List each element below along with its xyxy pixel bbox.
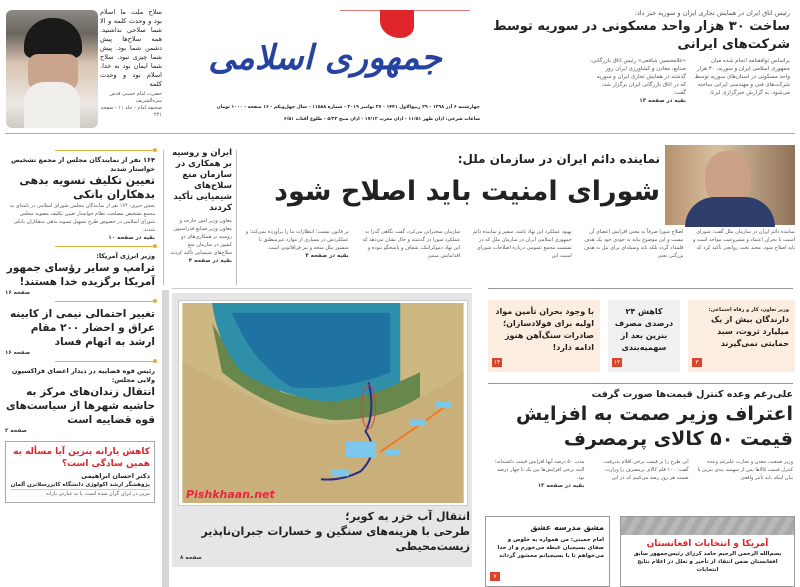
quote-text: سلاح ملت ما اسلام بود و وحدت کلمه و الا شما سلاحی نداشتید. همه سلاح‌ها پیش دشمن شما بود. پیش شما چیزی نبود. سلاح شما ایمان بود به خدا. اسلام بود و وحدت کلمه	[100, 8, 162, 88]
watermark: Pishkhaan.net	[186, 488, 275, 501]
prices-kicker: علی‌رغم وعده کنترل قیمت‌ها صورت گرفت	[591, 389, 793, 400]
eshgh-box: مشق مدرسه عشق امام خمینی: من همواره به خلوص و صفای بسیجیان غبطه می‌خورم و از خدا می‌خواهم تا با بسیجیانم محشور گرداند ۷	[485, 516, 610, 587]
left-story: تغییر احتمالی نیمی از کابینه عراق و احضار ۲۰۰ مقام ارشد به اتهام فساد صفحه ۱۶	[5, 308, 155, 356]
continued-link[interactable]: بقیه در صفحه ۴	[305, 253, 349, 259]
russia-story: ایران و روسیه بر همکاری در سازمان منع سلاح‌های شیمیایی تأکید کردند معاون وزیر امور خارجه و معاون وزیر صنایع فدراسیون روسیه بر همکاری‌های دو کشور در سازمان منع سلاح‌های شیمیایی تأکید کردند. بقیه در صفحه ۴	[169, 148, 232, 264]
left-story: وزیر انرژی آمریکا: ترامپ و سایر رؤسای جمهور آمریکا برگزیده خدا هستند! صفحه ۱۶	[5, 252, 155, 296]
masthead-logo: جمهوری اسلامی	[208, 38, 442, 78]
top-right-kicker: رئیس اتاق ایران در همایش تجاری ایران و سوریه خبر داد:	[634, 9, 790, 17]
prices-headline: اعتراف وزیر صمت به افزایش قیمت ۵۰ کالای پرمصرف	[516, 403, 793, 450]
afghan-box: آمریکا و انتخابات افغانستان بسم‌الله الرحمن الرحیم حامد کرزای رئیس‌جمهور سابق افغانستان ضمن انتقاد از تأخیر و تعلل در اعلام نتایج انتخابات	[620, 516, 795, 587]
map-caption-block	[180, 509, 470, 562]
left-story: ۱۶۴ نفر از نمایندگان مجلس از مجمع تشخیص خواستار شدند تعیین تکلیف تسویه بدهی بدهکاران بانکی بخش خبری: ۱۶۴ نفر از نمایندگان مجلس شورای اسلامی در نامه‌ای به مجمع تشخیص مصلحت نظام خواستار تعیین تکلیف مصوبه مجلس شورای اسلامی در خصوص طرح تسهیل تسویه بدهی بدهکاران بانکی شدند. بقیه در صفحه ۱۰	[9, 156, 155, 241]
date-line: چهارشنبه ۶ آذر ۱۳۹۸ - ۲۹ ربیع‌الاول ۱۴۴۱ - ۲۷ نوامبر ۲۰۱۹ - شماره ۱۱۵۸۸ - سال چهل‌ویکم - ۱۶ صفحه - ۱۰۰۰ تومان	[216, 105, 480, 110]
left-story: رئیس قوه قضاییه در دیدار اعضای فراکسیون ولایی مجلس: انتقال زندان‌های مرکز به حاشیه شهرها از سیاست‌های قوه قضاییه است صفحه ۲	[5, 367, 155, 434]
map-caption: طرحی با هزینه‌های سنگین و خسارات جبران‌ناپذیر زیست‌محیطی	[201, 525, 470, 553]
main-kicker: نماینده دائم ایران در سازمان ملل:	[457, 152, 660, 166]
envoy-photo	[665, 145, 795, 225]
opinion-box: کاهش یارانه بنزین آیا مسأله به همین سادگی است؟ دکتر احسان ابراهیمی پژوهشگر ارشد اکولوژی دانشگاه کایزرسلاترن آلمان بنزین در ایران گران شده است، یا به عبارتی یارانه	[5, 441, 155, 503]
news-box: کاهش ۲۴ درصدی مصرف بنزین بعد از سهمیه‌بندی ۱۲	[608, 300, 680, 372]
quote-ref: صحیفه امام - جلد ۱۱ - صفحه ۴۴۱	[100, 105, 162, 118]
left-column	[5, 146, 155, 503]
top-right-story	[490, 8, 790, 105]
continued-link[interactable]: بقیه در صفحه ۱۳	[639, 98, 686, 104]
quote-block	[100, 8, 162, 119]
prices-body: وزیر صنعت، معدن و تجارت علیرغم وعده کنترل قیمت کالاها پس از سهمیه بندی بنزین با بیان اینکه باید تأثیر واقعی این طرح را بر قیمت برخی اقلام پذیرفت، گفت: ۱۰۰ قلم کالای پرمصرف را وزارت صمت هر روز رصد می‌کنیم که در این مدت ۵۰ درصد آنها افزایش قیمت داشته‌اند؛ البته برخی افزایش‌ها بین یک تا چهار درصد بود. بقیه در صفحه ۱۳	[488, 458, 793, 490]
top-right-col: «غلامحسین شافعی» رئیس اتاق بازرگانی، صنایع، معادن و کشاورزی ایران روز گذشته در همایش تجاری ایران و سوریه که در اتاق بازرگانی ایران برگزار شد، گفت:	[590, 58, 686, 96]
quote-source: حضرت امام خمینی قدس سره‌الشریف	[109, 91, 162, 104]
main-body: نماینده دائم ایران در سازمان ملل گفت: شورای امنیت با بحران اعتماد و مشروعیت مواجه است و باید اصلاح شود. مجید تخت روانچی تأکید کرد که اصلاح شورا صرفاً به معنی افزایش اعضای آن نیست و این موضوع نباید به خودی خود یک هدف قلمداد گردد بلکه باید وسیله‌ای برای نیل به هدف بزرگتر، یعنی بهبود عملکرد این نهاد باشد. سفیر و نماینده دائم جمهوری اسلامی ایران در سازمان ملل که در نشست مجمع عمومی درباره اصلاحات شورای امنیت این سازمان سخنرانی می‌کرد، گفت نگاهی گذرا به عملکرد شورا در گذشته و حال نشان می‌دهد که این نهاد دموکراتیک، شفاف و پاسخگو نبوده و اقداماتش مبتنی بر قانون نیست؛ انتظارات ما را برآورده نمی‌کند؛ و عملکردش در بسیاری از موارد غیرمنطبق با منشور ملل متحد و نیز فراقانونی است. بقیه در صفحه ۴	[245, 229, 795, 259]
continued-link[interactable]: صفحه ۸	[180, 555, 202, 561]
top-right-col: براساس توافقنامه انجام شده میان جمهوری اسلامی ایران و سوریه، ۳۰ هزار واحد مسکونی در استان‌های سوریه توسط شرکت‌های فنی و مهندسی ایرانی ساخته می‌شود. به گزارش خبرگزاری ایرنا،	[694, 58, 790, 96]
map-image	[178, 300, 468, 506]
main-headline: شورای امنیت باید اصلاح شود	[274, 176, 660, 207]
continued-link[interactable]: بقیه در صفحه ۱۳	[537, 483, 585, 489]
news-box: وزیر تعاون، کار و رفاه اجتماعی: دارندگان بیش از یک میلیارد ثروت، سبد حمایتی نمی‌گیرند ۳	[688, 300, 795, 372]
map-caption-kicker: انتقال آب خزر به کویر؛	[345, 510, 470, 523]
khomeini-photo	[6, 10, 98, 128]
news-box: با وجود بحران تأمین مواد اولیه برای فولادسازان؛ صادرات سنگ‌آهن هنوز ادامه دارد! ۱۴	[488, 300, 600, 372]
prices-story	[488, 388, 793, 490]
top-right-headline: ساخت ۳۰ هزار واحد مسکونی در سوریه توسط شرکت‌های ایرانی	[493, 19, 790, 52]
prayer-times: ساعات شرعی: اذان ظهر ۱۱/۵۱ - اذان مغرب ۱۷/۱۲ - اذان صبح ۵/۲۳ - طلوع آفتاب ۶/۵۱	[283, 117, 480, 122]
